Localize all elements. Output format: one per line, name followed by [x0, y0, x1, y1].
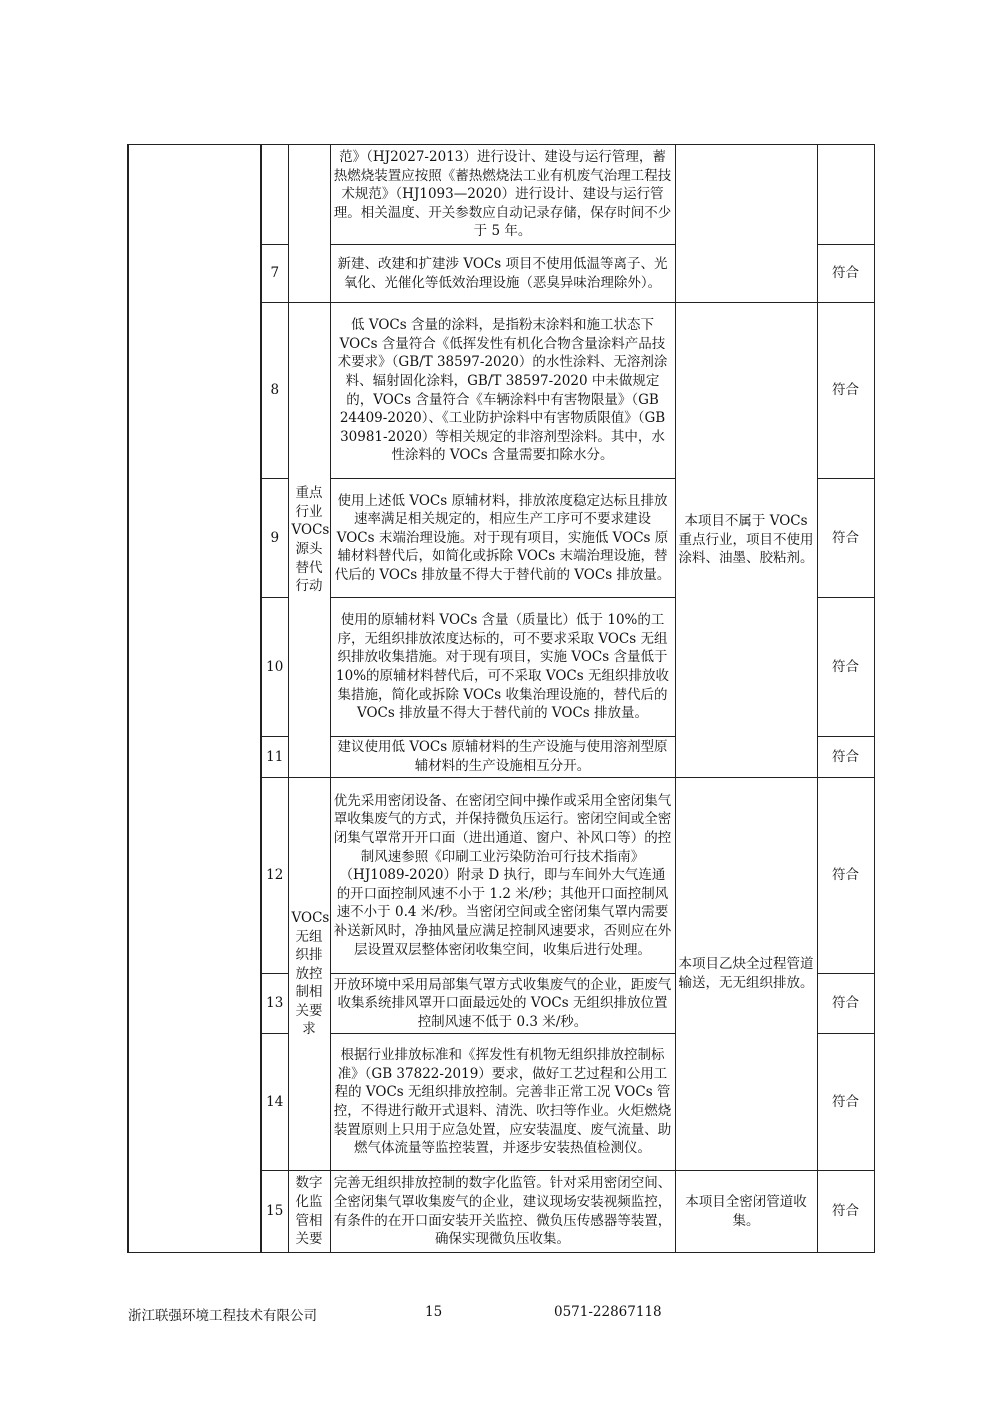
requirement-text: 优先采用密闭设备、在密闭空间中操作或采用全密闭集气罩收集废气的方式，并保持微负压运行。密闭空间或全密闭集气罩常开开口面（进出通道、窗户、补风口等）的控制风速参照《印刷工业污染防治可行技术指南》（HJ1089-2020）附录 D 执行，即与车间外大气连通的开口面控制风速不小于 1.2 米/秒；其他开口面控制风速不小于 0.4 米/秒。当密闭空间或全密闭集气罩内需要补送新风时，净抽风量应满足控制风速要求，否则应在外层设置双层整体密闭收集空间，收集后进行处理。: [330, 778, 675, 974]
result-cell: 符合: [817, 1171, 874, 1253]
result-cell: 符合: [817, 303, 874, 479]
footer-company: 浙江联强环境工程技术有限公司: [128, 1308, 317, 1324]
project-note-digital-supervision: 本项目全密闭管道收集。: [675, 1171, 817, 1253]
project-note-fugitive-control: 本项目乙炔全过程管道输送，无无组织排放。: [675, 778, 817, 1171]
requirement-text: 范》（HJ2027-2013）进行设计、建设与运行管理，蓄热燃烧装置应按照《蓄热燃烧法工业有机废气治理工程技术规范》（HJ1093—2020）进行设计、建设与运行管理。相关温度、开关参数应自动记录存储，保存时间不少于 5 年。: [330, 145, 675, 245]
requirement-text: 使用上述低 VOCs 原辅材料，排放浓度稳定达标且排放速率满足相关规定的，相应生产工序可不要求建设 VOCs 末端治理设施。对于现有项目，实施低 VOCs 原辅材料替代后，如简化或拆除 VOCs 末端治理设施，替代后的 VOCs 排放量不得大于替代前的 VOCs 排放量。: [330, 479, 675, 598]
category-fugitive-control: VOCs无组织排放控制相关要求: [288, 778, 330, 1171]
result-cell: 符合: [817, 245, 874, 303]
requirement-text: 根据行业排放标准和《挥发性有机物无组织排放控制标准》（GB 37822-2019）要求，做好工艺过程和公用工程的 VOCs 无组织排放控制。完善非正常工况 VOCs 管控，不得进行敞开式退料、清洗、吹扫等作业。火炬燃烧装置原则上只用于应急处置，应安装温度、废气流量、助燃气体流量等监控装置，并逐步安装热值检测仪。: [330, 1034, 675, 1171]
table-row: [128, 145, 874, 245]
requirement-text: 新建、改建和扩建涉 VOCs 项目不使用低温等离子、光氧化、光催化等低效治理设施（恶臭异味治理除外）。: [330, 245, 675, 303]
outer-left-cell: [128, 145, 261, 1253]
compliance-table: [127, 144, 875, 1253]
footer-phone: 0571-22867118: [554, 1304, 662, 1320]
category-digital-supervision: 数字化监管相关要: [288, 1171, 330, 1253]
project-note-source-substitution: 本项目不属于 VOCs 重点行业，项目不使用涂料、油墨、胶粘剂。: [675, 303, 817, 778]
requirement-text: 使用的原辅材料 VOCs 含量（质量比）低于 10%的工序，无组织排放浓度达标的，可不要求采取 VOCs 无组织排放收集措施。对于现有项目，实施 VOCs 含量低于 10%的原辅材料替代后，可不采取 VOCs 无组织排放收集措施，简化或拆除 VOCs 收集治理设施的，替代后的 VOCs 排放量不得大于替代前的 VOCs 排放量。: [330, 598, 675, 737]
row-number: 12: [261, 778, 288, 974]
requirement-text: 低 VOCs 含量的涂料，是指粉末涂料和施工状态下 VOCs 含量符合《低挥发性有机化合物含量涂料产品技术要求》（GB/T 38597-2020）的水性涂料、无溶剂涂料、辐射固化涂料，GB/T 38597-2020 中未做规定的，VOCs 含量符合《车辆涂料中有害物限量》（GB 24409-2020）、《工业防护涂料中有害物质限值》（GB 30981-2020）等相关规定的非溶剂型涂料。其中，水性涂料的 VOCs 含量需要扣除水分。: [330, 303, 675, 479]
row-number: 9: [261, 479, 288, 598]
result-cell: 符合: [817, 1034, 874, 1171]
requirement-text: 建议使用低 VOCs 原辅材料的生产设施与使用溶剂型原辅材料的生产设施相互分开。: [330, 737, 675, 778]
row-number: 10: [261, 598, 288, 737]
row-number: 11: [261, 737, 288, 778]
row-number: 8: [261, 303, 288, 479]
result-cell: [817, 145, 874, 245]
requirement-text: 完善无组织排放控制的数字化监管。针对采用密闭空间、全密闭集气罩收集废气的企业，建议现场安装视频监控，有条件的在开口面安装开关监控、微负压传感器等装置，确保实现微负压收集。: [330, 1171, 675, 1253]
result-cell: 符合: [817, 598, 874, 737]
row-number: 7: [261, 245, 288, 303]
requirement-text: 开放环境中采用局部集气罩方式收集废气的企业，距废气收集系统排风罩开口面最远处的 VOCs 无组织排放位置控制风速不低于 0.3 米/秒。: [330, 974, 675, 1034]
category-source-substitution: 重点行业VOCs源头替代行动: [288, 303, 330, 778]
row-number: 15: [261, 1171, 288, 1253]
row-number: 14: [261, 1034, 288, 1171]
project-note-cell-prev: [675, 145, 817, 303]
footer-page-number: 15: [425, 1304, 443, 1320]
result-cell: 符合: [817, 974, 874, 1034]
row-number: 13: [261, 974, 288, 1034]
row-number: [261, 145, 288, 245]
category-cell-prev: [288, 145, 330, 303]
result-cell: 符合: [817, 778, 874, 974]
result-cell: 符合: [817, 479, 874, 598]
result-cell: 符合: [817, 737, 874, 778]
